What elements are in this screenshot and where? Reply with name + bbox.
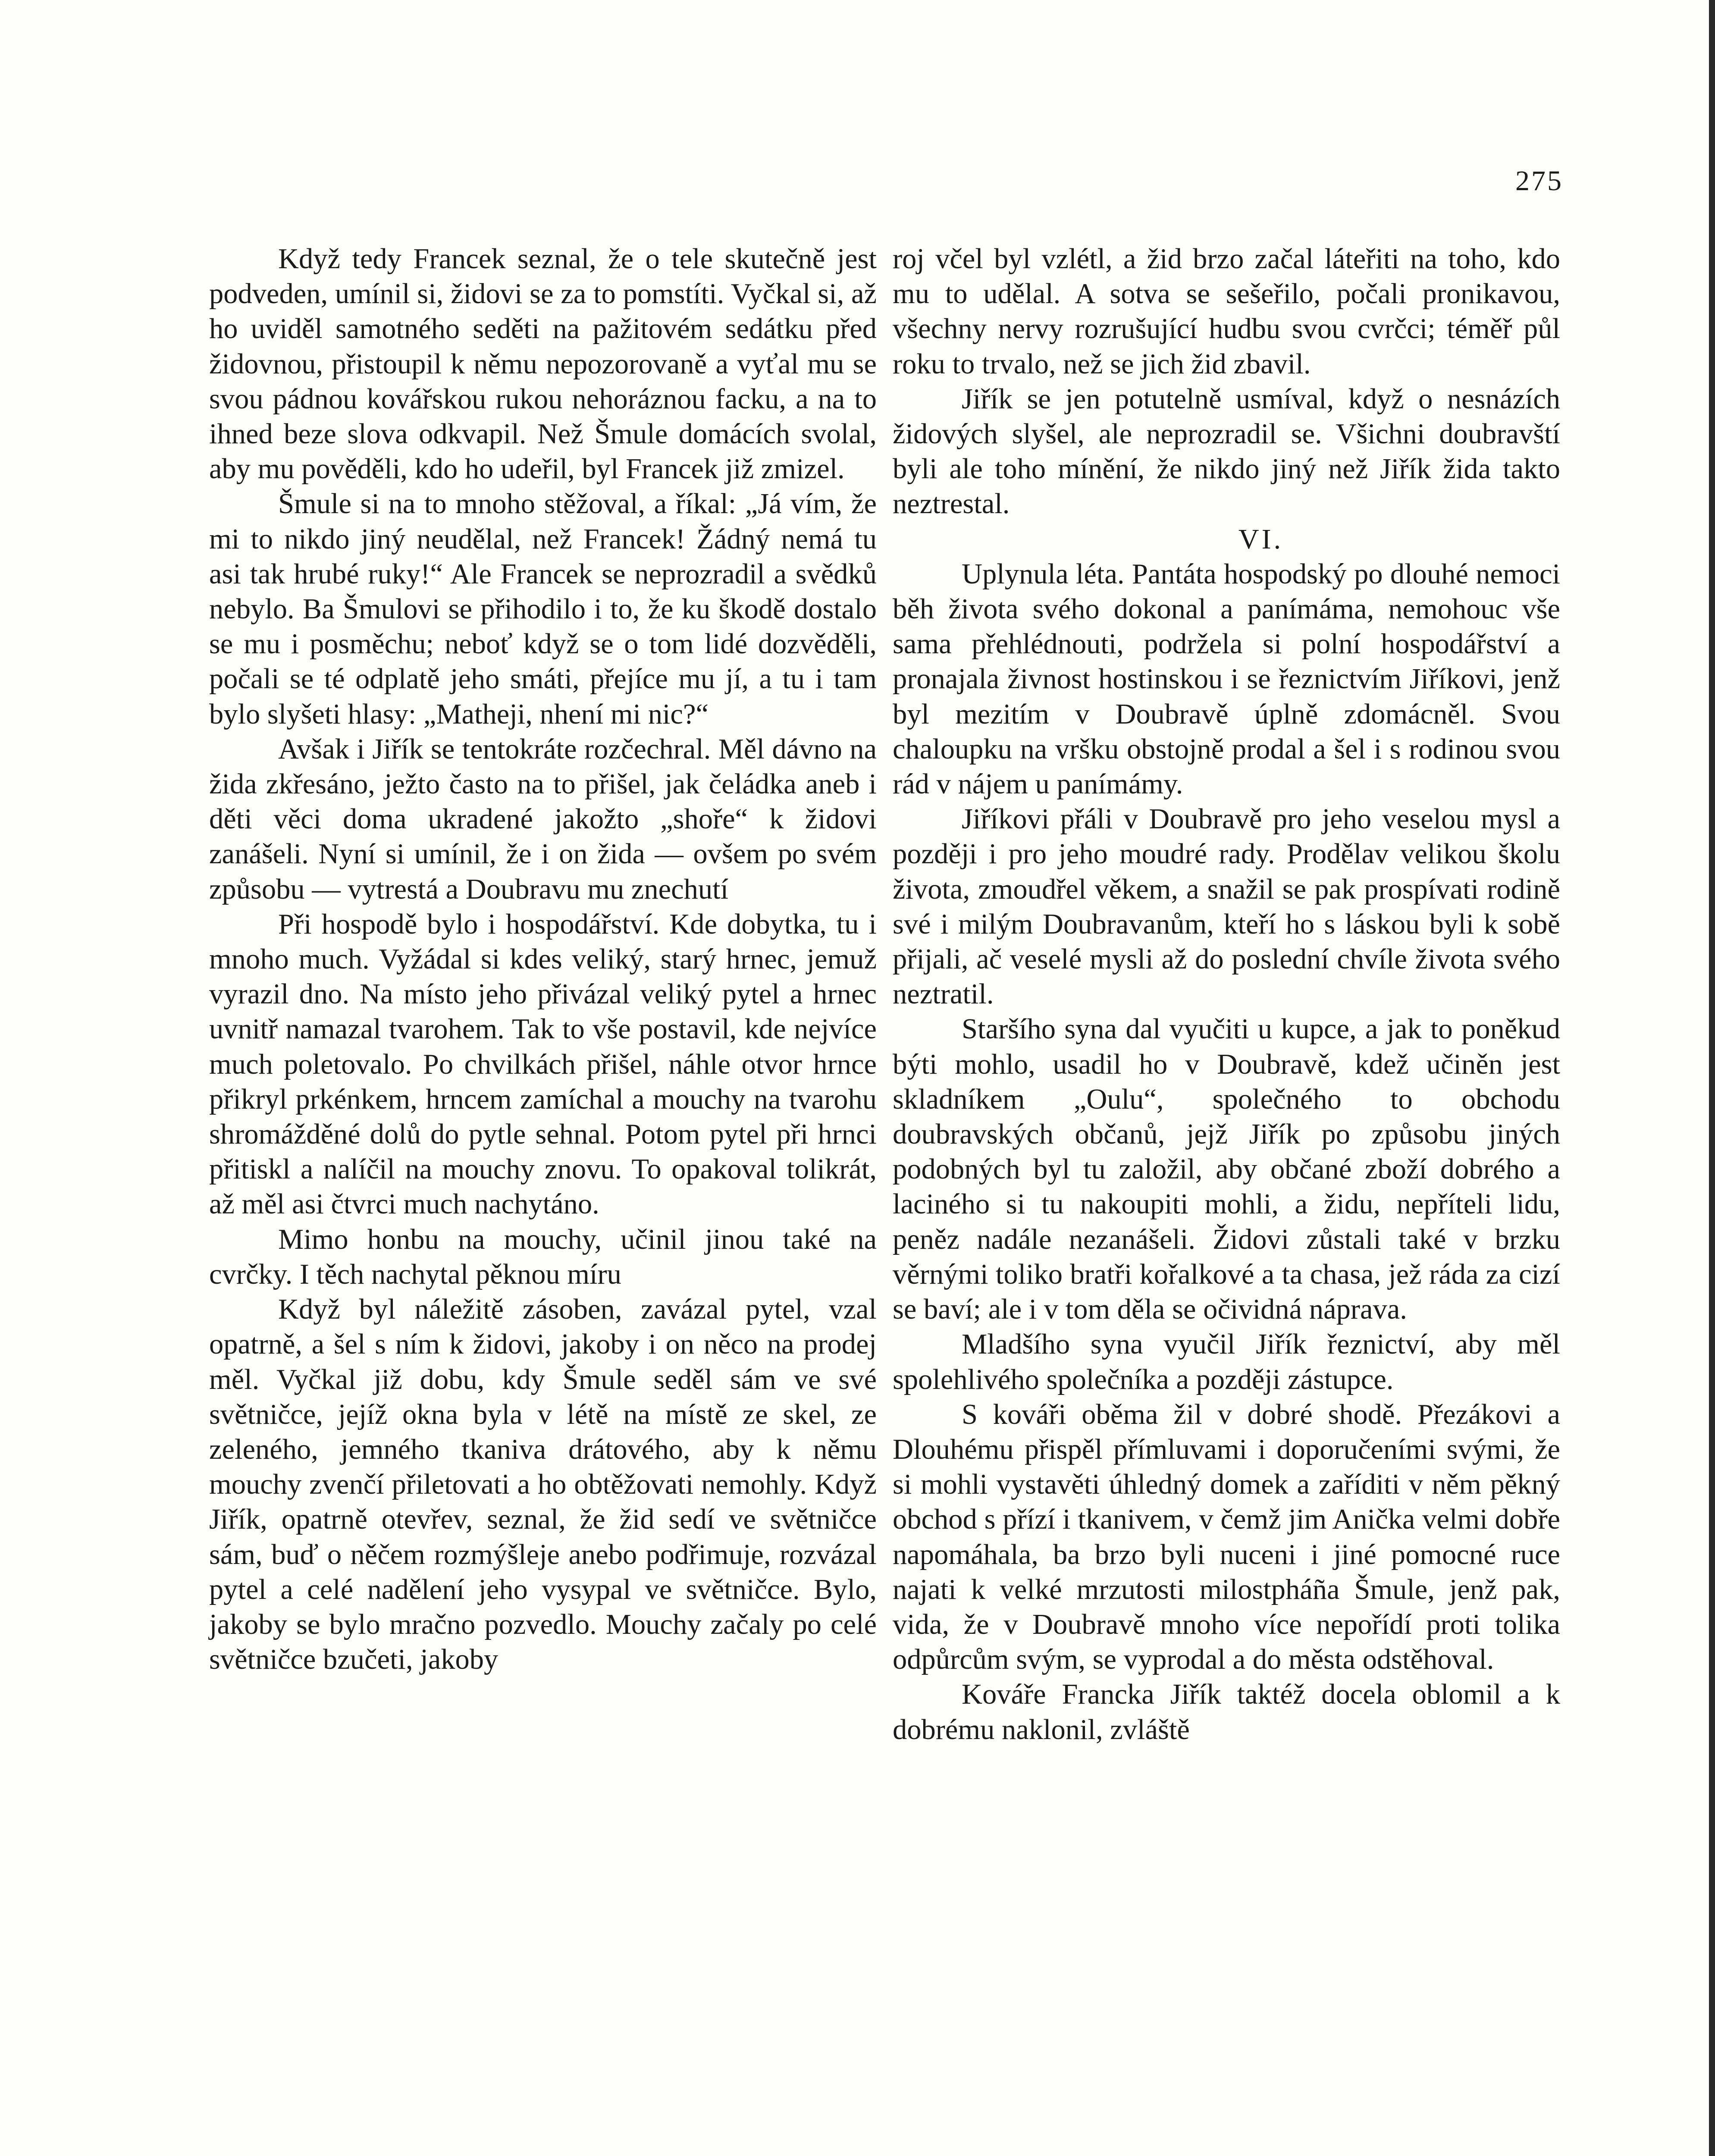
paragraph: Uplynula léta. Pantáta hospodský po dlouhé nemoci běh života svého dokonal a panímáma, nemohouc vše sama přehlédnouti, podržela si polní hospodářství a pronajala živnost hostinskou i se řeznictvím Jiříkovi, jenž byl mezitím v Doubravě úplně zdomácněl. Svou chaloupku na vršku obstojně prodal a šel i s rodinou svou rád v nájem u panímámy.	[893, 558, 1560, 800]
paragraph: S kováři oběma žil v dobré shodě. Přezákovi a Dlouhému přispěl přímluvami i doporučeními svými, že si mohli vystavěti úhledný domek a zaříditi v něm pěkný obchod s přízí i tkanivem, v čemž jim Anička velmi dobře napomáhala, ba brzo byli nuceni i jiné pomocné ruce najati k velké mrzutosti milostpháña Šmule, jenž pak, vida, že v Doubravě mnoho více nepořídí proti tolika odpůrcům svým, se vyprodal a do města odstěhoval.	[893, 1398, 1560, 1676]
paragraph: Kováře Francka Jiřík taktéž docela oblomil a k dobrému naklonil, zvláště	[893, 1679, 1560, 1745]
paragraph: Při hospodě bylo i hospodářství. Kde dobytka, tu i mnoho much. Vyžádal si kdes veliký, starý hrnec, jemuž vyrazil dno. Na místo jeho přivázal veliký pytel a hrnec uvnitř namazal tvarohem. Tak to vše postavil, kde nejvíce much poletovalo. Po chvilkách přišel, náhle otvor hrnce přikryl prkénkem, hrncem zamíchal a mouchy na tvarohu shromážděné dolů do pytle sehnal. Potom pytel při hrnci přitiskl a nalíčil na mouchy znovu. To opakoval tolikrát, až měl asi čtvrci much nachytáno.	[209, 908, 877, 1220]
paragraph: Mimo honbu na mouchy, učinil jinou také na cvrčky. I těch nachytal pěknou míru	[209, 1223, 877, 1290]
page-number: 275	[1515, 165, 1563, 197]
scan-edge-right	[1709, 0, 1715, 2156]
paragraph: roj včel byl vzlétl, a žid brzo začal láteřiti na toho, kdo mu to udělal. A sotva se sešeřilo, počali pronikavou, všechny nervy rozrušující hudbu svou cvrčci; téměř půl roku to trvalo, než se jich žid zbavil.	[893, 243, 1560, 380]
paragraph: Jiřík se jen potutelně usmíval, když o nesnázích židových slyšel, ale neprozradil se. Všichni doubravští byli ale toho mínění, že nikdo jiný než Jiřík žida takto neztrestal.	[893, 383, 1560, 520]
paragraph: Když tedy Francek seznal, že o tele skutečně jest podveden, umínil si, židovi se za to pomstíti. Vyčkal si, až ho uviděl samotného seděti na pažitovém sedátku před židovnou, přistoupil k němu nepozorovaně a vyťal mu se svou pádnou kovářskou rukou nehoráznou facku, a na to ihned beze slova odkvapil. Než Šmule domácích svolal, aby mu pověděli, kdo ho udeřil, byl Francek již zmizel.	[209, 243, 877, 485]
right-column	[893, 241, 1560, 1747]
paragraph: Jiříkovi přáli v Doubravě pro jeho veselou mysl a později i pro jeho moudré rady. Prodělav velikou školu života, zmoudřel věkem, a snažil se pak prospívati rodině své i milým Doubravanům, kteří ho s láskou byli k sobě přijali, ač veselé mysli až do poslední chvíle života svého neztratil.	[893, 803, 1560, 1010]
paragraph: Když byl náležitě zásoben, zavázal pytel, vzal opatrně, a šel s ním k židovi, jakoby i on něco na prodej měl. Vyčkal již dobu, kdy Šmule seděl sám ve své světničce, jejíž okna byla v létě na místě ze skel, ze zeleného, jemného tkaniva drátového, aby k němu mouchy zvenčí přiletovati a ho obtěžovati nemohly. Když Jiřík, opatrně otevřev, seznal, že žid sedí ve světničce sám, buď o něčem rozmýšleje anebo podřimuje, rozvázal pytel a celé nadělení jeho vysypal ve světničce. Bylo, jakoby se bylo mračno pozvedlo. Mouchy začaly po celé světničce bzučeti, jakoby	[209, 1294, 877, 1676]
paragraph: Šmule si na to mnoho stěžoval, a říkal: „Já vím, že mi to nikdo jiný neudělal, než Francek! Žádný nemá tu asi tak hrubé ruky!“ Ale Francek se neprozradil a svědků nebylo. Ba Šmulovi se přihodilo i to, že ku škodě dostalo se mu i posměchu; neboť když se o tom lidé dozvěděli, počali se té odplatě jeho smáti, přejíce mu jí, a tu i tam bylo slyšeti hlasy: „Matheji, nhení mi nic?“	[209, 488, 877, 730]
chapter-heading: VI.	[1238, 523, 1284, 555]
paragraph: Mladšího syna vyučil Jiřík řeznictví, aby měl spolehlivého společníka a později zástupce.	[893, 1329, 1560, 1395]
paragraph: Avšak i Jiřík se tentokráte rozčechral. Měl dávno na žida zkřesáno, ježto často na to přišel, jak čeládka aneb i děti věci doma ukradené jakožto „shoře“ k židovi zanášeli. Nyní si umínil, že i on žida — ovšem po svém způsobu — vytrestá a Doubravu mu znechutí	[209, 733, 877, 905]
left-column	[209, 241, 877, 1677]
paragraph: Staršího syna dal vyučiti u kupce, a jak to poněkud býti mohlo, usadil ho v Doubravě, kdež učiněn jest skladníkem „Oulu“, společného to obchodu doubravských občanů, jejž Jiřík po způsobu jiných podobných byl tu založil, aby občané zboží dobrého a laciného si tu nakoupiti mohli, a židu, nepříteli lidu, peněz nadále nezanášeli. Židovi zůstali také v brzku věrnými toliko bratři kořalkové a ta chasa, jež ráda za cizí se baví; ale i v tom děla se očividná náprava.	[893, 1013, 1560, 1326]
